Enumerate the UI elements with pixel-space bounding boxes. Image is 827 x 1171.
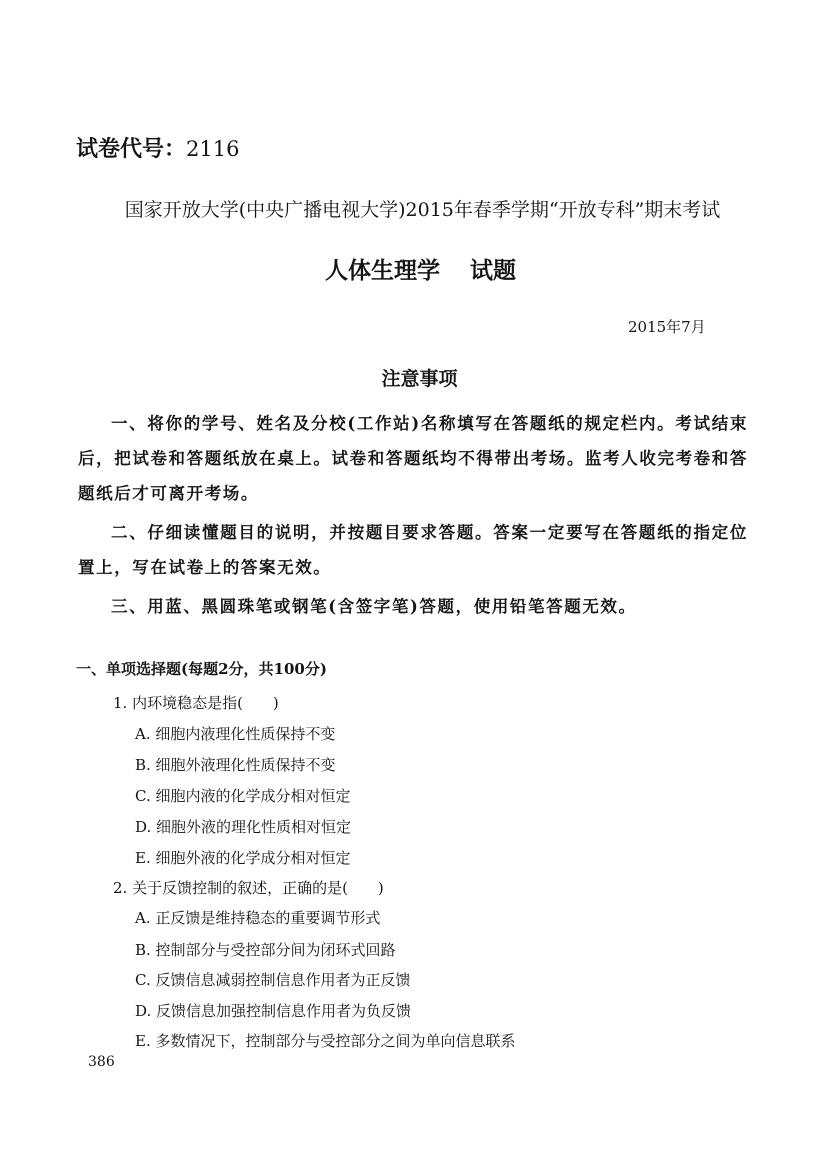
question-1-option-e: E. 细胞外液的化学成分相对恒定 [135,849,351,867]
paper-code-label: 试卷代号： [76,136,187,162]
question-2-option-b: B. 控制部分与受控部分间为闭环式回路 [135,941,396,959]
question-1-option-a: A. 细胞内液理化性质保持不变 [135,725,336,743]
question-2-option-c: C. 反馈信息减弱控制信息作用者为正反馈 [135,971,411,989]
paper-code-number: 2116 [186,137,240,161]
question-1-option-c: C. 细胞内液的化学成分相对恒定 [135,787,351,805]
question-2-option-e: E. 多数情况下，控制部分与受控部分之间为单向信息联系 [135,1032,516,1050]
section-heading: 一、单项选择题(每题2分，共100分) [76,660,327,678]
question-2-option-a: A. 正反馈是维持稳态的重要调节形式 [135,909,381,927]
paper-code [76,132,239,163]
exam-date: 2015年7月 [628,318,706,336]
exam-title: 国家开放大学(中央广播电视大学)2015年春季学期“开放专科”期末考试 [124,199,721,221]
question-2-stem: 2. 关于反馈控制的叙述，正确的是( ) [113,879,384,897]
notice-list [78,406,748,628]
subject-title: 人体生理学 试题 [324,257,516,284]
notice-heading: 注意事项 [381,368,458,390]
question-1-stem: 1. 内环境稳态是指( ) [113,694,279,712]
notice-item-2: 二、仔细读懂题目的说明，并按题目要求答题。答案一定要写在答题纸的指定位置上，写在试卷上的答案无效。 [78,523,748,577]
notice-item-3: 三、用蓝、黑圆珠笔或钢笔(含签字笔)答题，使用铅笔答题无效。 [111,597,637,616]
page-number: 386 [88,1054,115,1070]
question-1-option-d: D. 细胞外液的理化性质相对恒定 [135,818,352,836]
question-2-option-d: D. 反馈信息加强控制信息作用者为负反馈 [135,1002,412,1020]
notice-item-1: 一、将你的学号、姓名及分校(工作站)名称填写在答题纸的规定栏内。考试结束后，把试卷和答题纸放在桌上。试卷和答题纸均不得带出考场。监考人收完考卷和答题纸后才可离开考场。 [78,414,748,503]
question-1-option-b: B. 细胞外液理化性质保持不变 [135,756,336,774]
